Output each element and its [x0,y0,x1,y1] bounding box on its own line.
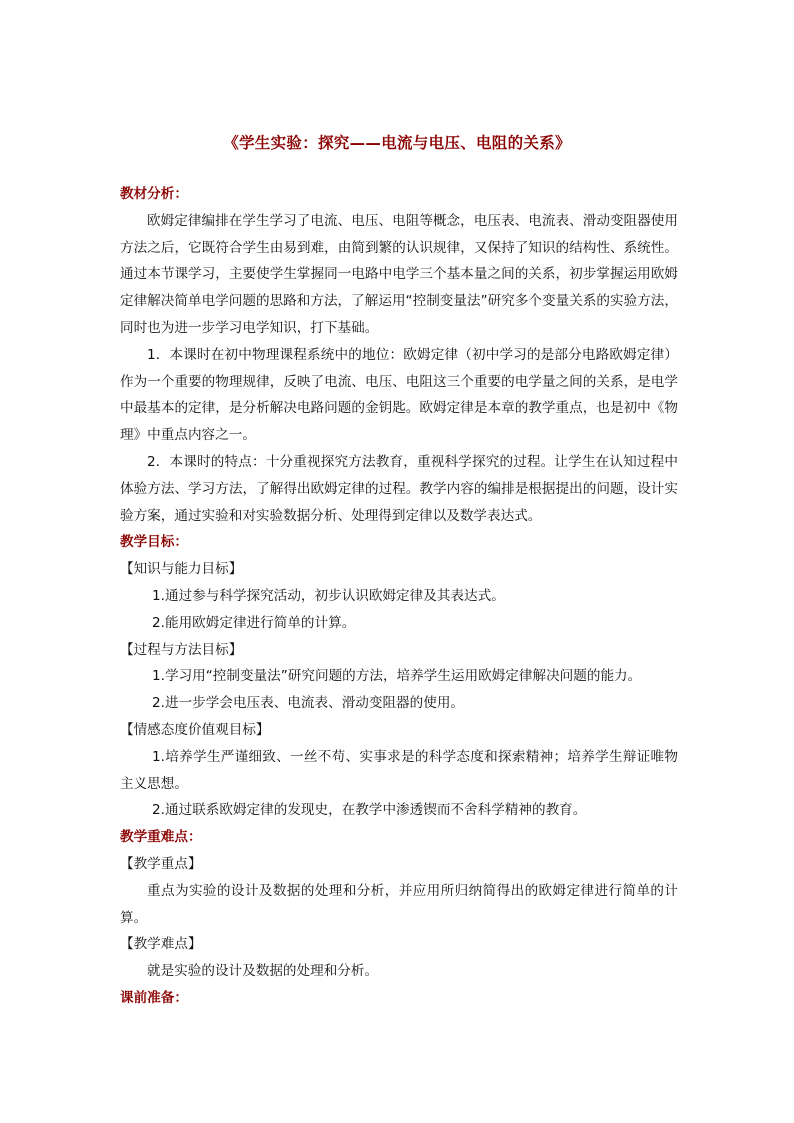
document-title: 《学生实验：探究——电流与电压、电阻的关系》 [223,134,571,152]
emotion-goal-1: 1.培养学生严谨细致、一丝不苟、实事求是的科学态度和探索精神；培养学生辩证唯物主义思想。 [120,748,678,792]
section-heading-keypoints: 教学重难点： [120,829,202,846]
focus-text: 重点为实验的设计及数据的处理和分析，并应用所归纳简得出的欧姆定律进行简单的计算。 [120,882,678,926]
knowledge-goal-1: 1.通过参与科学探究活动，初步认识欧姆定律及其表达式。 [152,587,505,604]
section-heading-goals: 教学目标： [120,534,188,551]
emotion-goals-label: 【情感态度价值观目标】 [120,721,270,738]
difficulty-label: 【教学难点】 [120,936,202,953]
process-goals-label: 【过程与方法目标】 [120,641,243,658]
focus-label: 【教学重点】 [120,855,202,872]
knowledge-goals-label: 【知识与能力目标】 [120,561,243,578]
analysis-paragraph-3: 2．本课时的特点：十分重视探究方法教育，重视科学探究的过程。让学生在认知过程中体验方法、学习方法，了解得出欧姆定律的过程。教学内容的编排是根据提出的问题，设计实验方案，通过实验和对实验数据分析、处理得到定律以及数学表达式。 [120,453,678,524]
analysis-paragraph-1: 欧姆定律编排在学生学习了电流、电压、电阻等概念，电压表、电流表、滑动变阻器使用方法之后，它既符合学生由易到难，由简到繁的认识规律，又保持了知识的结构性、系统性。通过本节课学习，主要使学生掌握同一电路中电学三个基本量之间的关系，初步掌握运用欧姆定律解决简单电学问题的思路和方法，了解运用“控制变量法”研究多个变量关系的实验方法，同时也为进一步学习电学知识，打下基础。 [120,212,678,336]
difficulty-text: 就是实验的设计及数据的处理和分析。 [147,963,379,980]
emotion-goal-2: 2.通过联系欧姆定律的发现史，在教学中渗透锲而不舍科学精神的教育。 [152,802,587,819]
section-heading-prep: 课前准备： [120,989,188,1006]
process-goal-1: 1.学习用“控制变量法”研究问题的方法，培养学生运用欧姆定律解决问题的能力。 [152,668,642,685]
document-body [120,181,678,1012]
analysis-paragraph-2: 1．本课时在初中物理课程系统中的地位：欧姆定律（初中学习的是部分电路欧姆定律）作为一个重要的物理规律，反映了电流、电压、电阻这三个重要的电学量之间的关系，是电学中最基本的定律，是分析解决电路问题的金钥匙。欧姆定律是本章的教学重点，也是初中《物理》中重点内容之一。 [120,346,678,444]
section-heading-analysis: 教材分析： [120,186,188,202]
process-goal-2: 2.进一步学会电压表、电流表、滑动变阻器的使用。 [152,695,465,712]
knowledge-goal-2: 2.能用欧姆定律进行简单的计算。 [152,614,356,631]
